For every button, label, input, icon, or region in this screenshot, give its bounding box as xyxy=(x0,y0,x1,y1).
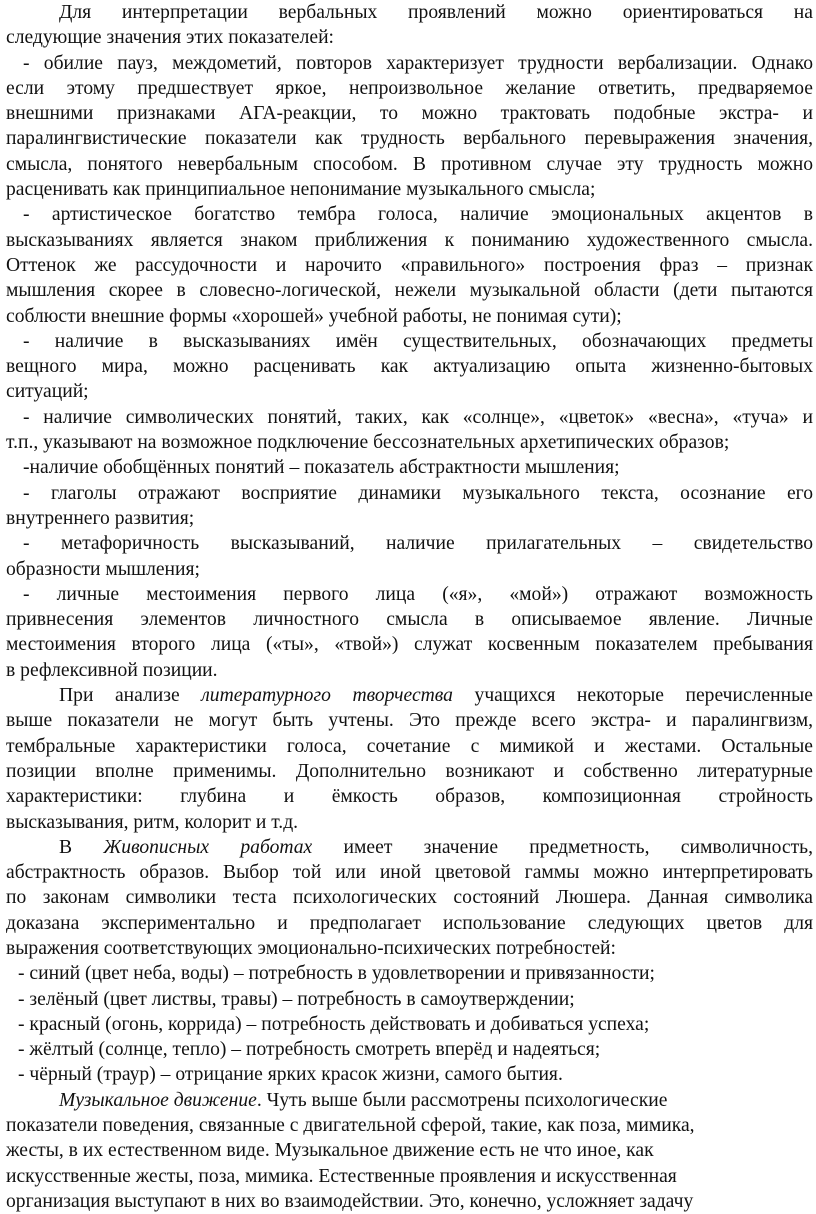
text-run: т.п., указывают на возможное подключение бессознательных архетипических образов; xyxy=(6,432,730,454)
text-line xyxy=(6,202,813,227)
italic-term: Живописных работах xyxy=(103,836,313,858)
text-run: внешними признаками АГА-реакции, то можно трактовать подобные экстра- и xyxy=(6,103,813,125)
text-line xyxy=(6,177,813,202)
text-run: абстрактность образов. Выбор той или иной цветовой гаммы можно интерпретировать xyxy=(6,862,813,884)
text-run: ситуаций; xyxy=(6,381,89,403)
text-run: - личные местоимения первого лица («я», «мой») отражают возможность xyxy=(23,583,813,605)
text-line xyxy=(6,885,813,910)
text-run: местоимения второго лица («ты», «твой») служат косвенным показателем пребывания xyxy=(6,634,813,656)
text-line xyxy=(6,253,813,278)
text-run: вещного мира, можно расценивать как актуализацию опыта жизненно-бытовых xyxy=(6,356,813,378)
text-run: -наличие обобщённых понятий – показатель абстрактности мышления; xyxy=(23,457,620,479)
text-run: мышления скорее в словесно-логической, нежели музыкальной области (дети пытаются xyxy=(6,280,813,302)
text-run: - наличие символических понятий, таких, как «солнце», «цветок» «весна», «туча» и xyxy=(23,406,813,428)
text-line xyxy=(6,481,813,506)
text-run: В xyxy=(59,836,104,858)
text-run: в рефлексивной позиции. xyxy=(6,659,218,681)
text-line xyxy=(6,379,813,404)
text-line xyxy=(6,506,813,531)
text-run: смысла, понятого невербальным способом. В противном случае эту трудность можно xyxy=(6,153,813,175)
text-run: внутреннего развития; xyxy=(6,507,195,529)
text-run: . Чуть выше были рассмотрены психологические xyxy=(256,1089,668,1111)
text-line xyxy=(6,430,813,455)
text-run: образности мышления; xyxy=(6,558,200,580)
text-line xyxy=(6,936,813,961)
text-line xyxy=(6,683,813,708)
text-line xyxy=(6,961,813,986)
text-run: организация выступают в них во взаимодействии. Это, конечно, усложняет задачу xyxy=(6,1190,694,1212)
text-line xyxy=(6,987,813,1012)
text-line xyxy=(6,911,813,936)
text-run: - красный (огонь, коррида) – потребность действовать и добиваться успеха; xyxy=(18,1013,650,1035)
text-line xyxy=(6,607,813,632)
text-run: - синий (цвет неба, воды) – потребность в удовлетворении и привязанности; xyxy=(18,963,655,985)
text-line xyxy=(6,329,813,354)
text-run: - глаголы отражают восприятие динамики музыкального текста, осознание его xyxy=(23,482,813,504)
text-run: - обилие пауз, междометий, повторов характеризует трудности вербализации. Однако xyxy=(23,52,813,74)
text-line xyxy=(6,531,813,556)
text-run: искусственные жесты, поза, мимика. Естественные проявления и искусственная xyxy=(6,1165,677,1187)
text-run: - метафоричность высказываний, наличие прилагательных – свидетельство xyxy=(23,533,813,555)
text-run: по законам символики теста психологических состояний Люшера. Данная символика xyxy=(6,887,813,909)
text-line xyxy=(6,228,813,253)
text-line xyxy=(6,354,813,379)
text-line xyxy=(6,1113,813,1138)
text-line xyxy=(6,835,813,860)
text-line xyxy=(6,1037,813,1062)
text-line xyxy=(6,76,813,101)
text-line xyxy=(6,1189,813,1214)
text-line xyxy=(6,1062,813,1087)
text-run: показатели поведения, связанные с двигательной сферой, такие, как поза, мимика, xyxy=(6,1115,695,1137)
text-line xyxy=(6,860,813,885)
text-line xyxy=(6,734,813,759)
text-line xyxy=(6,126,813,151)
text-run: если этому предшествует яркое, непроизвольное желание ответить, предваряемое xyxy=(6,77,813,99)
text-line xyxy=(6,582,813,607)
text-run: доказана экспериментально и предполагает использование следующих цветов для xyxy=(6,912,813,934)
text-line xyxy=(6,708,813,733)
text-run: - артистическое богатство тембра голоса, наличие эмоциональных акцентов в xyxy=(23,204,813,226)
text-run: Для интерпретации вербальных проявлений можно ориентироваться на xyxy=(59,2,813,23)
text-run: следующие значения этих показателей: xyxy=(6,27,335,49)
text-line xyxy=(6,784,813,809)
text-line xyxy=(6,632,813,657)
text-run: расценивать как принципиальное непонимание музыкального смысла; xyxy=(6,179,596,201)
text-run: имеет значение предметность, символичность, xyxy=(312,836,813,858)
text-run: привнесения элементов личностного смысла в описываемое явление. Личные xyxy=(6,609,813,631)
text-run: жесты, в их естественном виде. Музыкальное движение есть не что иное, как xyxy=(6,1140,654,1162)
text-line xyxy=(6,51,813,76)
text-run: выражения соответствующих эмоционально-психических потребностей: xyxy=(6,937,616,959)
text-line xyxy=(6,101,813,126)
text-line xyxy=(6,759,813,784)
text-line xyxy=(6,152,813,177)
text-run: позиции вполне применимы. Дополнительно возникают и собственно литературные xyxy=(6,760,813,782)
text-run: выше показатели не могут быть учтены. Это прежде всего экстра- и паралингвизм, xyxy=(6,710,813,732)
italic-term: Музыкальное движение xyxy=(59,1089,257,1111)
text-line xyxy=(6,1164,813,1189)
text-run: характеристики: глубина и ёмкость образов, композиционная стройность xyxy=(6,786,813,808)
text-line xyxy=(6,304,813,329)
text-run: соблюсти внешние формы «хорошей» учебной работы, не понимая сути); xyxy=(6,305,622,327)
text-run: паралингвистические показатели как трудность вербального перевыражения значения, xyxy=(6,128,813,150)
text-run: тембральные характеристики голоса, сочетание с мимикой и жестами. Остальные xyxy=(6,735,813,757)
text-line xyxy=(6,278,813,303)
text-run: учащихся некоторые перечисленные xyxy=(452,685,813,707)
text-line xyxy=(6,405,813,430)
text-run: высказывания, ритм, колорит и т.д. xyxy=(6,811,299,833)
text-line xyxy=(6,658,813,683)
text-line xyxy=(6,455,813,480)
text-run: - жёлтый (солнце, тепло) – потребность смотреть вперёд и надеяться; xyxy=(18,1039,601,1061)
text-run: - зелёный (цвет листвы, травы) – потребность в самоутверждении; xyxy=(18,988,575,1010)
text-line xyxy=(6,1088,813,1113)
text-run: - чёрный (траур) – отрицание ярких красок жизни, самого бытия. xyxy=(18,1064,563,1086)
text-line xyxy=(6,1138,813,1163)
text-run: Оттенок же рассудочности и нарочито «правильного» построения фраз – признак xyxy=(6,254,813,276)
text-line xyxy=(6,810,813,835)
text-line xyxy=(6,1012,813,1037)
italic-term: литературного творчества xyxy=(201,685,453,707)
text-line xyxy=(6,25,813,50)
text-line xyxy=(6,0,813,25)
text-run: При анализе xyxy=(59,685,202,707)
text-line xyxy=(6,557,813,582)
text-run: - наличие в высказываниях имён существительных, обозначающих предметы xyxy=(23,330,813,352)
text-run: высказываниях является знаком приближения к пониманию художественного смысла. xyxy=(6,229,813,251)
